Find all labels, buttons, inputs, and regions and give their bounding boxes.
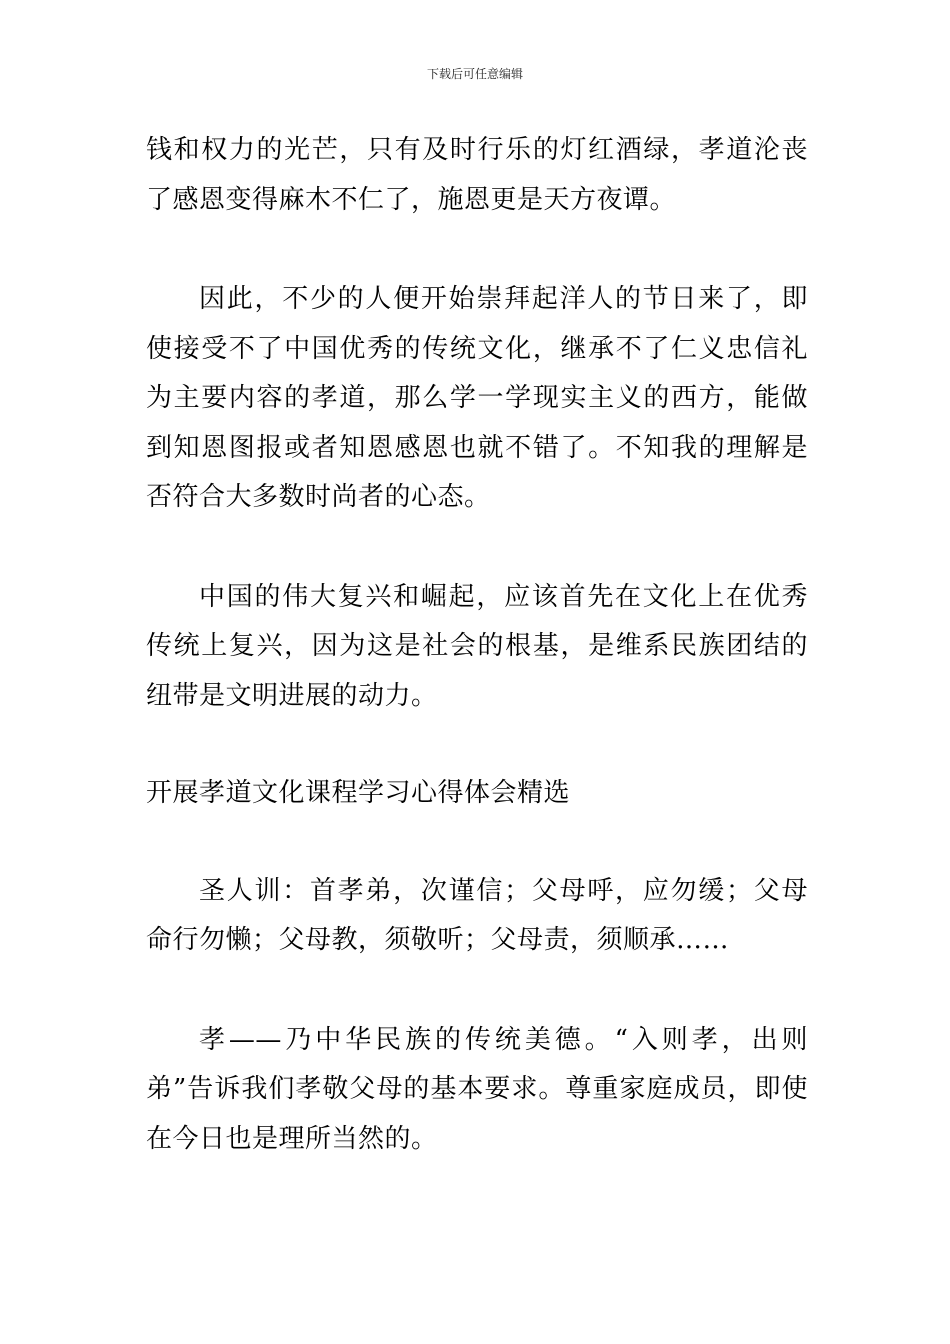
- paragraph-sage-teaching: 圣人训：首孝弟，次谨信；父母呼，应勿缓；父母命行勿懒；父母教，须敬听；父母责，须顺承……: [146, 875, 808, 955]
- page-header-note: 下载后可任意编辑: [426, 67, 523, 81]
- paragraph-spacer: [146, 721, 808, 769]
- paragraph-spacer: [146, 819, 808, 867]
- section-title: 开展孝道文化课程学习心得体会精选: [146, 778, 571, 808]
- paragraph-national-revival: 中国的伟大复兴和崛起，应该首先在文化上在优秀传统上复兴，因为这是社会的根基，是维系民族团结的纽带是文明进展的动力。: [146, 581, 808, 711]
- paragraph-western-festivals: 因此，不少的人便开始崇拜起洋人的节日来了，即使接受不了中国优秀的传统文化，继承不了仁义忠信礼为主要内容的孝道，那么学一学现实主义的西方，能做到知恩图报或者知恩感恩也就不错了。不知我的理解是否符合大多数时尚者的心态。: [146, 284, 808, 512]
- paragraph-spacer: [146, 523, 808, 573]
- paragraph-continuation: 钱和权力的光芒，只有及时行乐的灯红酒绿，孝道沦丧了感恩变得麻木不仁了，施恩更是天方夜谭。: [146, 135, 808, 215]
- paragraph-spacer: [146, 225, 808, 275]
- paragraph-spacer: [146, 966, 808, 1016]
- document-body: [146, 126, 808, 1164]
- paragraph-filial-piety: 孝——乃中华民族的传统美德。“入则孝，出则弟”告诉我们孝敬父母的基本要求。尊重家庭成员，即使在今日也是理所当然的。: [146, 1024, 808, 1154]
